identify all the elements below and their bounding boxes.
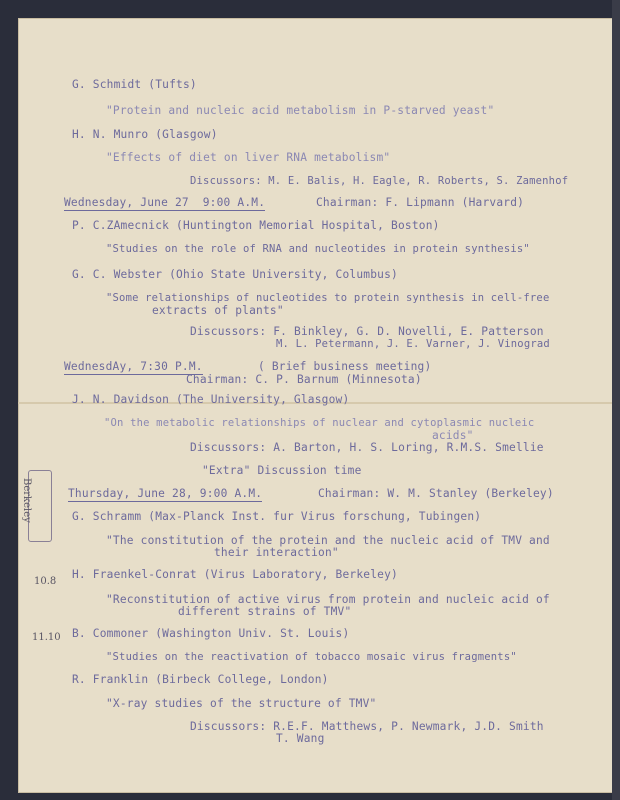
speaker-line: J. N. Davidson (The University, Glasgow) — [72, 393, 350, 406]
discussors-cont: T. Wang — [276, 732, 325, 745]
talk-title-cont: extracts of plants" — [152, 304, 284, 317]
discussors-line: Discussors: M. E. Balis, H. Eagle, R. Roberts, S. Zamenhof — [190, 175, 569, 187]
talk-title: "Studies on the role of RNA and nucleotides in protein synthesis" — [106, 243, 530, 255]
session-heading: Wednesday, June 27 9:00 A.M. — [64, 196, 266, 209]
speaker-line: H. N. Munro (Glasgow) — [72, 128, 218, 141]
talk-title: "Some relationships of nucleotides to protein synthesis in cell-free — [106, 292, 550, 304]
chairman-line: Chairman: C. P. Barnum (Minnesota) — [186, 373, 422, 386]
discussors-line: Discussors: A. Barton, H. S. Loring, R.M.S. Smellie — [190, 441, 544, 454]
discussion-time: "Extra" Discussion time — [202, 464, 362, 477]
session-heading: WednesdAy, 7:30 P.M. — [64, 360, 203, 373]
session-heading: Thursday, June 28, 9:00 A.M. — [68, 487, 263, 500]
talk-title: "Effects of diet on liver RNA metabolism" — [106, 151, 391, 164]
speaker-line: H. Fraenkel-Conrat (Virus Laboratory, Berkeley) — [72, 568, 398, 581]
talk-title-cont: acids" — [432, 429, 474, 442]
speaker-line: G. C. Webster (Ohio State University, Columbus) — [72, 268, 398, 281]
speaker-line: G. Schmidt (Tufts) — [72, 78, 197, 91]
meeting-note: ( Brief business meeting) — [258, 360, 432, 373]
talk-title: "Protein and nucleic acid metabolism in P-starved yeast" — [106, 104, 495, 117]
discussors-line: Discussors: F. Binkley, G. D. Novelli, E. Patterson — [190, 325, 544, 338]
talk-title-cont: different strains of TMV" — [178, 605, 352, 618]
speaker-line: B. Commoner (Washington Univ. St. Louis) — [72, 627, 350, 640]
discussors-line: Discussors: R.E.F. Matthews, P. Newmark, J.D. Smith — [190, 720, 544, 733]
chairman-line: Chairman: W. M. Stanley (Berkeley) — [318, 487, 554, 500]
scan-edge — [612, 0, 620, 800]
speaker-line: R. Franklin (Birbeck College, London) — [72, 673, 329, 686]
chairman-line: Chairman: F. Lipmann (Harvard) — [316, 196, 525, 209]
margin-note: 11.10 — [32, 632, 61, 643]
talk-title-cont: their interaction" — [214, 546, 339, 559]
talk-title: "Studies on the reactivation of tobacco mosaic virus fragments" — [106, 651, 517, 663]
speaker-line: P. C.ZAmecnick (Huntington Memorial Hospital, Boston) — [72, 219, 440, 232]
margin-stamp: Berkeley — [21, 478, 32, 523]
speaker-line: G. Schramm (Max-Planck Inst. fur Virus forschung, Tubingen) — [72, 510, 482, 523]
margin-note: 10.8 — [34, 576, 57, 587]
talk-title: "Reconstitution of active virus from protein and nucleic acid of — [106, 593, 550, 606]
talk-title: "The constitution of the protein and the nucleic acid of TMV and — [106, 534, 550, 547]
talk-title: "X-ray studies of the structure of TMV" — [106, 697, 377, 710]
talk-title: "On the metabolic relationships of nuclear and cytoplasmic nucleic — [104, 417, 535, 429]
discussors-cont: M. L. Petermann, J. E. Varner, J. Vinograd — [276, 338, 550, 350]
